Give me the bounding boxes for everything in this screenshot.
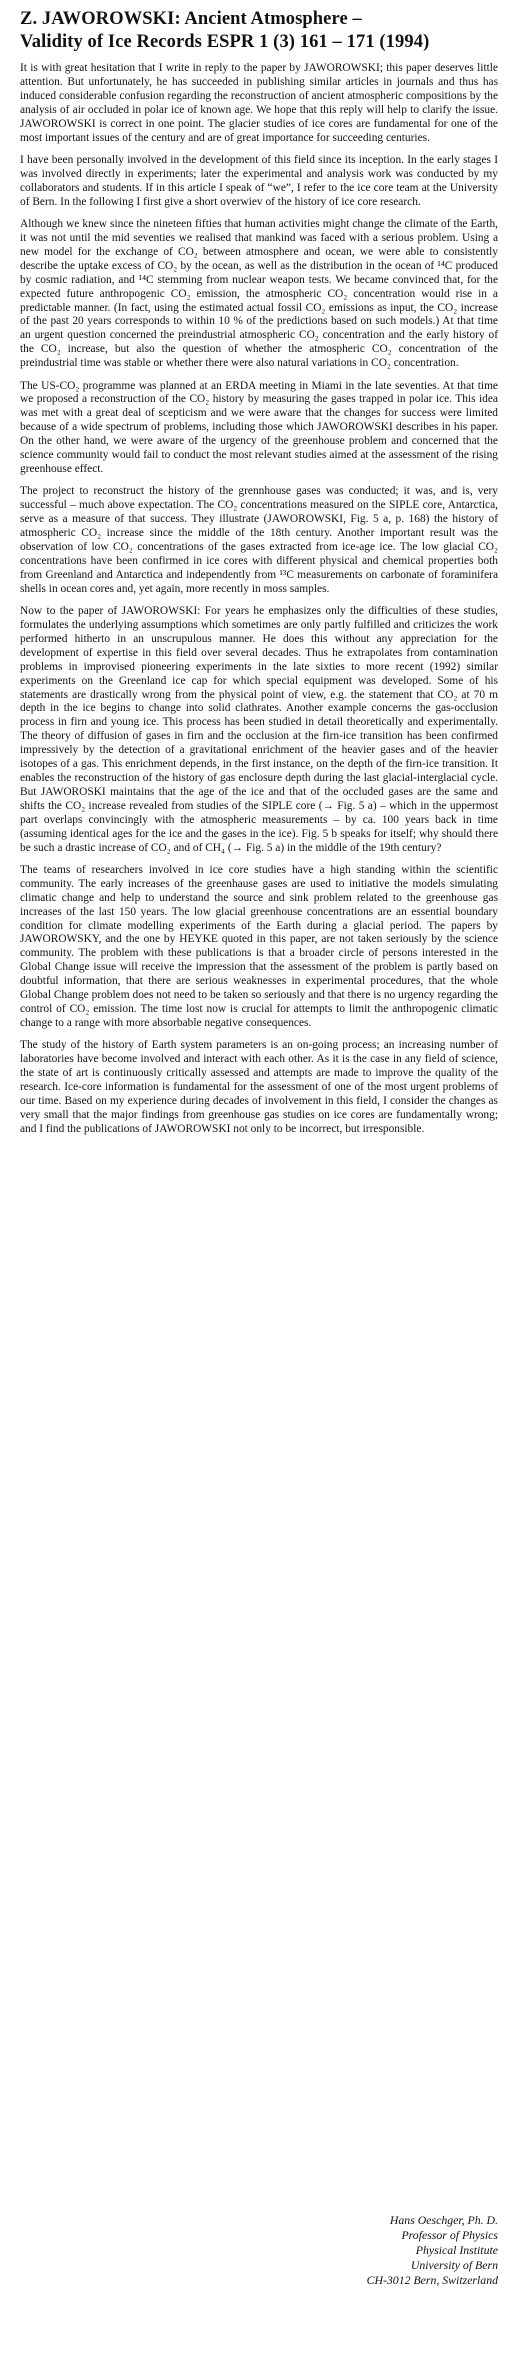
author-university: University of Bern bbox=[410, 2258, 498, 2272]
author-position: Professor of Physics bbox=[401, 2228, 498, 2242]
author-name: Hans Oeschger, Ph. D. bbox=[389, 2213, 498, 2227]
paragraph-conclusion: The study of the history of Earth system parameters is an on-going process; an increasing number of laboratories have become involved and interact with each other. As it is the case in any field of science, the state of art is continuously critically assessed and attempts are made to improve the quality of the research. Ice-core information is fundamental for the assessment of one of the most urgent problems of our time. Based on my experience during decades of involvement in this field, I consider the changes as very small that the major findings from greenhouse gas studies on ice cores are fundamentally wrong; and I find the publications of JAWOROWSKI not only to be incorrect, but irresponsible. bbox=[20, 1039, 498, 1135]
article-title bbox=[20, 8, 498, 54]
paragraph-history: Although we knew since the nineteen fifties that human activities might change the climate of the Earth, it was not until the mid seventies we realised that mankind was faced with a serious problem. Using a new model for the exchange of CO₂ between atmosphere and ocean, we were able to consistently describe the uptake excess of CO₂ by the ocean, as well as the distribution in the ocean of ¹⁴C produced by cosmic radiation, and ¹⁴C stemming from nuclear weapon tests. We became convinced that, for the expected future anthropogenic CO₂ emission, the atmospheric CO₂ concentration would rise in a predictable manner. (In fact, using the estimated actual fossil CO₂ emissions as input, the CO₂ increase of the past 20 years corresponds to within 10 % of the predictions based on such models.) At that time an urgent question concerned the preindustrial atmospheric CO₂ concentration and the early history of the CO₂ increase, but also the question of whether the atmospheric CO₂ concentration of the preindustrial time was stable or whether there were also natural variations in CO₂ concentration. bbox=[20, 218, 498, 370]
letter-page bbox=[20, 8, 498, 2287]
paragraph-involvement: I have been personally involved in the development of this field since its inception. In the early stages I was involved directly in experiments; later the experimental and analysis work was conducted by my collaborators and students. If in this article I speak of “we”, I refer to the ice core team at the University of Bern. In the following I first give a short overwiev of the history of ice core research. bbox=[20, 153, 498, 208]
paragraph-project-results: The project to reconstruct the history of the grennhouse gases was conducted; it was, and is, very successful – much above expectation. The CO₂ concentrations measured on the SIPLE core, Antarctica, serve as a measure of that success. They illustrate (JAWOROWSKI, Fig. 5 a, p. 168) the history of atmospheric CO₂ increase since the middle of the 18th century. Another important result was the observation of low CO₂ concentrations of the gases extracted from ice-age ice. The low glacial CO₂ concentrations have been confirmed in ice cores with different physical and chemical properties both from Greenland and Antarctica and independently from ¹³C measurements on carbonate of foraminifera shells in ocean cores and, yet again, more recently in moss samples. bbox=[20, 485, 498, 595]
title-line-2: Validity of Ice Records ESPR 1 (3) 161 – 171 (1994) bbox=[20, 32, 430, 52]
title-line-1: Z. JAWOROWSKI: Ancient Atmosphere – bbox=[20, 9, 362, 29]
paragraph-intro: It is with great hesitation that I write in reply to the paper by JAWOROWSKI; this paper deserves little attention. But unfortunately, he has succeeded in publishing similar articles in journals and thus has induced considerable confusion regarding the reconstruction of ancient atmospheric compositions by the analysis of air occluded in polar ice of known age. We hope that this reply will help to clarify the issue. JAWOROWSKI is correct in one point. The glacier studies of ice cores are fundamental for one of the most important issues of the century and are of great importance for succeeding centuries. bbox=[20, 62, 498, 144]
author-institute: Physical Institute bbox=[415, 2243, 498, 2257]
paragraph-us-co2-programme: The US-CO₂ programme was planned at an ERDA meeting in Miami in the late seventies. At that time we proposed a reconstruction of the CO₂ history by measuring the gases trapped in polar ice. This idea was met with a great deal of scepticism and we were aware that the changes for success were limited because of a wide spectrum of problems, including those which JAWOROWSKI describes in his paper. On the other hand, we were aware of the urgency of the greenhouse problem and concerned that the science community would fail to conduct the most relevant studies aimed at the assessment of the rising greenhouse effect. bbox=[20, 379, 498, 475]
paragraph-research-teams: The teams of researchers involved in ice core studies have a high standing within the scientific community. The early increases of the greenhause gases are used to initiative the models simulating climatic change and help to understand the source and sink problem related to the greenhouse gas increases of the last 150 years. The low glacial greenhouse concentrations are an essential boundary condition for climate modelling experiments of the Earth during a glacial period. The papers by JAWOROWSKY, and the one by HEYKE quoted in this paper, are not taken seriously by the science community. The problem with these publications is that a broader circle of persons interested in the Global Change issue will receive the impression that the assessment of the problem is partly based on doubtful information, that there are serious weaknesses in experimental procedures, that the whole Global Change problem does not need to be taken so seriously and that there is no urgency regarding the control of CO₂ emission. The time lost now is crucial for attempts to limit the anthropogenic climatic change to a range with more absorbable negative consequences. bbox=[20, 863, 498, 1029]
author-address: CH-3012 Bern, Switzerland bbox=[366, 2273, 498, 2287]
paragraph-critique: Now to the paper of JAWOROWSKI: For years he emphasizes only the difficulties of these studies, formulates the underlying assumptions which sometimes are only partly fulfilled and criticizes the work performed hitherto in an unscrupulous manner. He does this without any appreciation for the development of expertise in this field over several decades. Thus he extrapolates from contamination problems in improvised pioneering experiments in the late sixties to more recent (1992) similar experiments on the Greenland ice cap for which special equipment was developed. Some of his statements are drastically wrong from the physical point of view, e.g. the statement that CO₂ at 70 m depth in the ice begins to change into solid clathrates. Another example concerns the gas-occlusion process in firn and young ice. This process has been studied in detail theoretically and experimentally. The theory of diffusion of gases in firn and the occlusion at the firn-ice transition has been confirmed impressively by the detection of a gravitational enrichment of the heavier gases and of the heavier isotopes of a gas. This enrichment depends, in the first instance, on the depth of the firn-ice transition. It enables the reconstruction of the history of gas enclosure depth during the last glacial-interglacial cycle. But JAWOROSKI maintains that the age of the ice and that of the occluded gases are the same and shifts the CO₂ increase revealed from studies of the SIPLE core (→ Fig. 5 a) – which in the uppermost part overlaps convincingly with the atmospheric measurements – by ca. 100 years back in time (assuming identical ages for the ice and the gases in the ice). Fig. 5 b speaks for itself; why should there be such a drastic increase of CO₂ and of CH₄ (→ Fig. 5 a) in the middle of the 19th century? bbox=[20, 605, 498, 854]
author-signature bbox=[367, 2213, 498, 2288]
